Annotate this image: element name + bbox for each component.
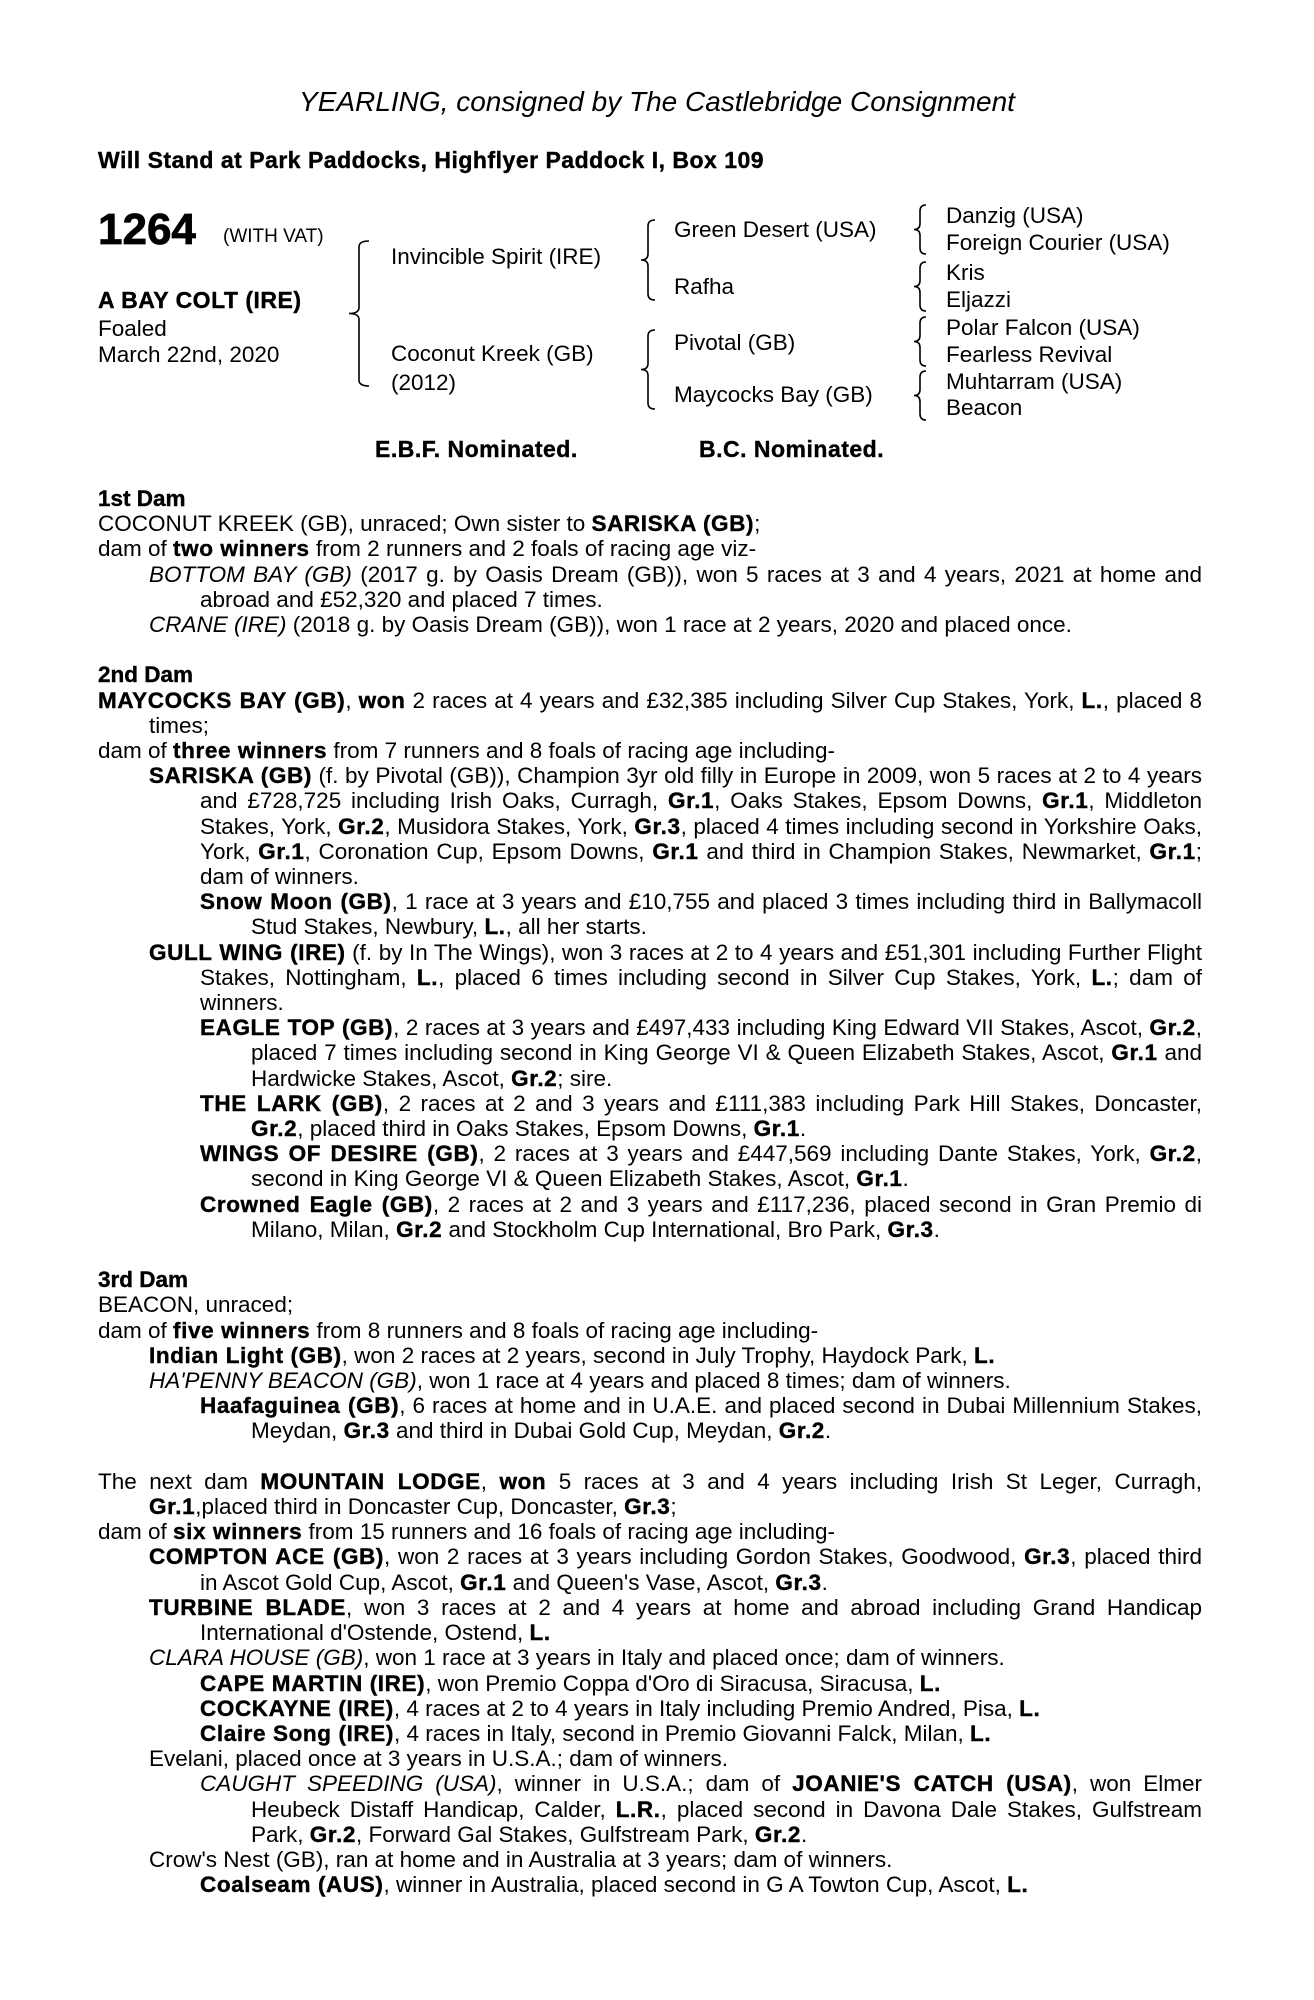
entry-text: ,	[480, 1468, 500, 1494]
entry-text: ;	[670, 1494, 677, 1520]
entry-text: , won 1 race at 4 years and placed 8 times; dam of winners.	[416, 1368, 1011, 1394]
entry-text: , 4 races at 2 to 4 years in Italy including Premio Andred, Pisa,	[393, 1695, 1020, 1721]
pedigree-brace	[914, 371, 928, 420]
bold-text: Indian Light (GB)	[149, 1342, 342, 1368]
bold-text: Snow Moon (GB)	[200, 889, 392, 915]
entry-text: , placed 7 times including second in King George VI & Queen Elizabeth Stakes, Ascot,	[251, 1015, 1202, 1066]
entry-text: , 2 races at 3 years and £497,433 including King Edward VII Stakes, Ascot,	[393, 1015, 1150, 1041]
entry-text: , 6 races at home and in U.A.E. and placed second in Dubai Millennium Stakes, Meydan,	[251, 1393, 1203, 1444]
pedigree-entry	[98, 1015, 1202, 1091]
pedigree-entry	[98, 1872, 1202, 1897]
pedigree-brace	[914, 317, 928, 366]
pedigree-entry	[98, 1318, 1202, 1343]
entry-text: (2018 g. by Oasis Dream (GB)), won 1 race at 2 years, 2020 and placed once.	[286, 612, 1072, 638]
entry-text: COCONUT KREEK (GB), unraced; Own sister to	[98, 511, 592, 537]
bc-nomination: B.C. Nominated.	[699, 436, 885, 462]
entry-text: , placed third in Ascot Gold Cup, Ascot,	[200, 1544, 1202, 1595]
entry-text: , Oaks Stakes, Epsom Downs,	[714, 788, 1043, 814]
bold-text: Gr.1	[1111, 1040, 1158, 1066]
pedigree-entry	[98, 536, 1202, 561]
entry-text: , placed third in Oaks Stakes, Epsom Downs,	[297, 1116, 754, 1142]
pedigree-entry	[98, 1292, 1202, 1317]
entry-text: The next dam	[98, 1468, 261, 1494]
entry-text: and Hardwicke Stakes, Ascot,	[251, 1040, 1203, 1091]
bold-text: two winners	[173, 536, 310, 562]
entry-text: and third in Dubai Gold Cup, Meydan,	[389, 1418, 779, 1444]
entry-text: , 2 races at 3 years and £447,569 including Dante Stakes, York,	[478, 1141, 1150, 1167]
entry-text: , placed 6 times including second in Silver Cup Stakes, York,	[438, 964, 1092, 990]
bold-text: Gr.1	[856, 1166, 903, 1192]
pedigree-brace	[914, 262, 928, 311]
pedigree-entry	[98, 1671, 1202, 1696]
bold-text: Gr.1	[652, 838, 699, 864]
lot-number: 1264	[98, 205, 196, 254]
italic-text: CLARA HOUSE (GB)	[149, 1645, 364, 1671]
pedigree-entry	[98, 940, 1202, 1016]
entry-text: , placed 8 times;	[149, 687, 1202, 738]
entry-text: 5 races at 3 and 4 years including Irish St Leger, Curragh,	[546, 1468, 1202, 1494]
entry-text: (2017 g. by Oasis Dream (GB)), won 5 races at 3 and 4 years, 2021 at home and abroad and £52,320 and placed 7 times.	[200, 561, 1202, 612]
bold-text: Gr.1	[258, 838, 305, 864]
pedigree-brace	[349, 241, 371, 386]
bold-text: Haafaguinea (GB)	[200, 1393, 400, 1419]
pedigree-dam-sire: Pivotal (GB)	[674, 330, 796, 355]
pedigree-brace	[641, 220, 657, 300]
bold-text: five winners	[173, 1317, 311, 1343]
bold-text: Gr.2	[511, 1065, 558, 1091]
bold-text: L.	[919, 1670, 941, 1696]
section-spacer	[98, 1242, 1202, 1267]
bold-text: L.	[1081, 687, 1103, 713]
bold-text: MOUNTAIN LODGE	[260, 1468, 481, 1494]
pedigree-entry	[98, 1091, 1202, 1141]
entry-text: , 2 races at 2 and 3 years and £111,383 including Park Hill Stakes, Doncaster,	[382, 1090, 1202, 1116]
bold-text: SARISKA (GB)	[591, 511, 755, 537]
foaled-date: March 22nd, 2020	[98, 342, 280, 367]
italic-text: BOTTOM BAY (GB)	[149, 561, 352, 587]
lot-name: A BAY COLT (IRE)	[98, 287, 302, 313]
entry-text: , won 2 races at 3 years including Gordon Stakes, Goodwood,	[384, 1544, 1025, 1570]
bold-text: Gr.2	[1149, 1015, 1196, 1041]
bold-text: Gr.1	[149, 1494, 196, 1520]
pedigree-g6: Fearless Revival	[946, 342, 1113, 367]
pedigree-g5: Polar Falcon (USA)	[946, 315, 1140, 340]
ebf-nomination: E.B.F. Nominated.	[375, 436, 578, 462]
section-spacer	[98, 637, 1202, 662]
bold-text: EAGLE TOP (GB)	[200, 1015, 394, 1041]
entry-text: , Middleton Stakes, York,	[200, 788, 1202, 839]
pedigree-sire-dam: Rafha	[674, 274, 735, 299]
bold-text: L.	[974, 1342, 996, 1368]
pedigree-dam: Coconut Kreek (GB)	[391, 341, 594, 366]
bold-text: L.R.	[615, 1796, 661, 1822]
entry-text: , Musidora Stakes, York,	[384, 813, 635, 839]
pedigree-entry	[98, 1343, 1202, 1368]
entry-text: .	[799, 1116, 807, 1142]
bold-text: won	[358, 687, 406, 713]
bold-text: Gr.3	[887, 1216, 934, 1242]
pedigree-entry	[98, 1192, 1202, 1242]
entry-text: 2 races at 4 years and £32,385 including Silver Cup Stakes, York,	[405, 687, 1082, 713]
pedigree-brace	[641, 330, 657, 409]
entry-text: (f. by In The Wings), won 3 races at 2 to 4 years and £51,301 including Further Flight Stakes, Nottingham,	[200, 939, 1202, 990]
bold-text: Gr.1	[1149, 838, 1196, 864]
pedigree-entry	[98, 1393, 1202, 1443]
vat-label: (WITH VAT)	[223, 226, 324, 247]
entry-text: , won Premio Coppa d'Oro di Siracusa, Siracusa,	[425, 1670, 920, 1696]
section-spacer	[98, 1444, 1202, 1469]
entry-text: dam of	[98, 738, 174, 764]
pedigree-entry	[98, 1721, 1202, 1746]
consignment-title: YEARLING, consigned by The Castlebridge Consignment	[299, 86, 1015, 117]
bold-text: COMPTON ACE (GB)	[149, 1544, 384, 1570]
pedigree-entry	[98, 1645, 1202, 1670]
entry-text: Crow's Nest (GB), ran at home and in Australia at 3 years; dam of winners.	[149, 1846, 893, 1872]
entry-text: , won 3 races at 2 and 4 years at home and abroad including Grand Handicap International d'Ostende, Ostend,	[200, 1594, 1202, 1646]
entry-text: , 1 race at 3 years and £10,755 and placed 3 times including third in Ballymacoll Stud Stakes, Newbury,	[251, 889, 1203, 940]
entry-text: from 8 runners and 8 foals of racing age including-	[310, 1317, 819, 1343]
bold-text: won	[499, 1468, 547, 1494]
section-heading: 1st Dam	[98, 486, 186, 511]
pedigree-entry	[98, 612, 1202, 637]
entry-text: .	[821, 1569, 828, 1595]
italic-text: CRANE (IRE)	[149, 612, 287, 638]
pedigree-sire-sire: Green Desert (USA)	[674, 217, 877, 242]
bold-text: Gr.2	[338, 813, 385, 839]
entry-text: ,	[345, 687, 359, 713]
bold-text: L.	[970, 1720, 992, 1746]
bold-text: Gr.2	[309, 1821, 356, 1847]
entry-text: and third in Champion Stakes, Newmarket,	[698, 838, 1150, 864]
pedigree-dam-dam: Maycocks Bay (GB)	[674, 382, 873, 407]
pedigree-dam-year: (2012)	[391, 370, 457, 395]
entry-text: , placed 4 times including second in Yorkshire Oaks, York,	[200, 813, 1202, 864]
bold-text: COCKAYNE (IRE)	[200, 1695, 394, 1721]
bold-text: Gr.3	[624, 1494, 671, 1520]
pedigree-entry	[98, 1469, 1202, 1519]
bold-text: Gr.3	[343, 1418, 390, 1444]
entry-text: ;	[754, 511, 761, 537]
pedigree-g1: Danzig (USA)	[946, 203, 1084, 228]
entry-text: and Stockholm Cup International, Bro Park,	[442, 1216, 888, 1242]
entry-text: dam of	[98, 536, 174, 562]
pedigree-g7: Muhtarram (USA)	[946, 369, 1123, 394]
bold-text: Gr.1	[1042, 788, 1089, 814]
pedigree-entry	[98, 1544, 1202, 1594]
pedigree-g4: Eljazzi	[946, 287, 1012, 312]
bold-text: L.	[529, 1620, 551, 1646]
bold-text: WINGS OF DESIRE (GB)	[200, 1141, 479, 1167]
bold-text: L.	[1091, 964, 1113, 990]
pedigree-entry	[98, 688, 1202, 738]
pedigree-entry	[98, 562, 1202, 612]
pedigree-entry	[98, 1141, 1202, 1191]
pedigree-entry	[98, 1595, 1202, 1645]
entry-text: from 15 runners and 16 foals of racing age including-	[302, 1519, 836, 1545]
bold-text: GULL WING (IRE)	[149, 939, 346, 965]
italic-text: CAUGHT SPEEDING (USA)	[200, 1771, 497, 1797]
bold-text: Coalseam (AUS)	[200, 1872, 384, 1898]
bold-text: Gr.1	[667, 788, 715, 814]
stand-location: Will Stand at Park Paddocks, Highflyer Paddock I, Box 109	[98, 147, 765, 173]
pedigree-entry	[98, 1696, 1202, 1721]
italic-text: HA'PENNY BEACON (GB)	[149, 1368, 417, 1394]
entry-text: , 2 races at 2 and 3 years and £117,236, placed second in Gran Premio di Milano, Milan,	[251, 1191, 1202, 1242]
bold-text: six winners	[173, 1519, 303, 1545]
entry-text: dam of	[98, 1519, 174, 1545]
produce-record	[98, 486, 1202, 1897]
bold-text: L.	[484, 914, 506, 940]
bold-text: L.	[1019, 1695, 1041, 1721]
entry-text: , winner in Australia, placed second in G A Towton Cup, Ascot,	[383, 1872, 1008, 1898]
pedigree-entry	[98, 1519, 1202, 1544]
entry-text: , won Elmer Heubeck Distaff Handicap, Calder,	[251, 1771, 1202, 1822]
entry-text: Evelani, placed once at 3 years in U.S.A.; dam of winners.	[149, 1746, 729, 1772]
bold-text: Gr.2	[251, 1116, 298, 1142]
bold-text: Gr.2	[396, 1216, 443, 1242]
entry-text: from 7 runners and 8 foals of racing age including-	[327, 738, 835, 764]
entry-text: , second in King George VI & Queen Elizabeth Stakes, Ascot,	[251, 1141, 1203, 1192]
bold-text: MAYCOCKS BAY (GB)	[98, 687, 346, 713]
bold-text: Gr.3	[1024, 1544, 1071, 1570]
entry-text: from 2 runners and 2 foals of racing age viz-	[309, 536, 757, 562]
entry-text: (f. by Pivotal (GB)), Champion 3yr old filly in Europe in 2009, won 5 races at 2 to 4 years and £728,725 including Irish Oaks, Curragh,	[200, 763, 1202, 814]
pedigree-entry	[98, 511, 1202, 536]
pedigree-brace	[914, 205, 928, 254]
entry-text: dam of	[98, 1317, 174, 1343]
entry-text: ; dam of winners.	[200, 838, 1202, 890]
entry-text: , 4 races in Italy, second in Premio Giovanni Falck, Milan,	[393, 1720, 971, 1746]
bold-text: three winners	[173, 738, 328, 764]
section-heading: 2nd Dam	[98, 662, 194, 688]
entry-text: , placed second in Davona Dale Stakes, Gulfstream Park,	[251, 1796, 1202, 1847]
entry-text: .	[824, 1418, 832, 1444]
pedigree-entry	[98, 1368, 1202, 1393]
bold-text: CAPE MARTIN (IRE)	[200, 1670, 426, 1696]
bold-text: Gr.3	[634, 813, 681, 839]
entry-text: , Forward Gal Stakes, Gulfstream Park,	[355, 1821, 755, 1847]
entry-text: , Coronation Cup, Epsom Downs,	[304, 838, 653, 864]
bold-text: Gr.2	[778, 1418, 825, 1444]
bold-text: TURBINE BLADE	[149, 1594, 346, 1620]
entry-text: .	[902, 1166, 909, 1192]
entry-text: , all her starts.	[505, 914, 647, 940]
entry-text: , winner in U.S.A.; dam of	[496, 1771, 793, 1797]
foaled-label: Foaled	[98, 316, 167, 341]
bold-text: L.	[1007, 1872, 1029, 1898]
bold-text: Gr.2	[1149, 1141, 1196, 1167]
entry-text: ; sire.	[557, 1065, 613, 1091]
entry-text: .	[801, 1821, 808, 1847]
pedigree-entry	[98, 1746, 1202, 1771]
pedigree-entry	[98, 763, 1202, 889]
bold-text: THE LARK (GB)	[200, 1090, 383, 1116]
entry-text: ,placed third in Doncaster Cup, Doncaster,	[195, 1494, 625, 1520]
entry-text: , won 1 race at 3 years in Italy and placed once; dam of winners.	[363, 1645, 1005, 1671]
entry-text: .	[933, 1216, 940, 1242]
section-heading: 3rd Dam	[98, 1267, 189, 1293]
pedigree-entry	[98, 738, 1202, 763]
pedigree-g3: Kris	[946, 260, 985, 285]
entry-text: ; dam of winners.	[200, 964, 1202, 1016]
bold-text: Crowned Eagle (GB)	[200, 1191, 433, 1217]
entry-text: and Queen's Vase, Ascot,	[506, 1569, 776, 1595]
pedigree-g8: Beacon	[946, 395, 1023, 420]
bold-text: Claire Song (IRE)	[200, 1720, 394, 1746]
pedigree-entry	[98, 889, 1202, 939]
pedigree-entry	[98, 1771, 1202, 1847]
bold-text: SARISKA (GB)	[149, 763, 312, 789]
bold-text: Gr.1	[460, 1569, 507, 1595]
entry-text: BEACON, unraced;	[98, 1292, 294, 1318]
bold-text: Gr.1	[753, 1116, 800, 1142]
pedigree-entry	[98, 1847, 1202, 1872]
pedigree-g2: Foreign Courier (USA)	[946, 230, 1170, 255]
entry-text: , won 2 races at 2 years, second in July Trophy, Haydock Park,	[341, 1342, 975, 1368]
bold-text: Gr.2	[754, 1821, 802, 1847]
bold-text: Gr.3	[775, 1569, 822, 1595]
pedigree-sire: Invincible Spirit (IRE)	[391, 244, 602, 269]
bold-text: L.	[416, 964, 439, 990]
bold-text: JOANIE'S CATCH (USA)	[792, 1771, 1072, 1797]
